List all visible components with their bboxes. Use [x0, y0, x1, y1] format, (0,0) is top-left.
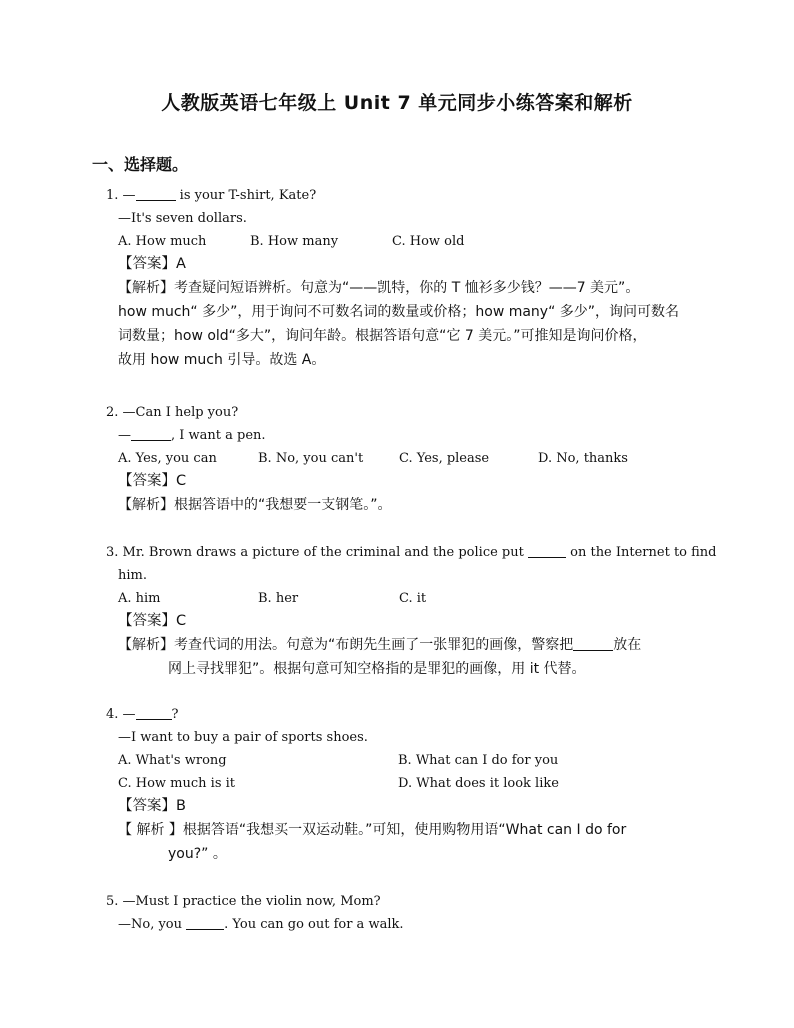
blank: [186, 915, 224, 930]
blank: [573, 636, 613, 651]
q1-option-b: B. How many: [250, 234, 339, 249]
blank: [136, 186, 176, 201]
q3-answer: 【答案】C: [118, 613, 187, 629]
q4-option-d: D. What does it look like: [398, 776, 559, 791]
page-title: 人教版英语七年级上 Unit 7 单元同步小练答案和解析: [161, 92, 633, 114]
q2-explanation: 【解析】根据答语中的“我想要一支钢笔。”。: [118, 497, 392, 513]
q5-stem: 5. —Must I practice the violin now, Mom?: [106, 894, 381, 909]
q4-option-c: C. How much is it: [118, 776, 235, 791]
q3-option-b: B. her: [258, 591, 299, 606]
q5-response: —No, you . You can go out for a walk.: [118, 917, 404, 932]
section-heading: 一、选择题。: [92, 155, 189, 174]
blank: [528, 543, 566, 558]
q1-option-a: A. How much: [118, 234, 207, 249]
q2-response: — , I want a pen.: [118, 428, 266, 443]
q3-option-c: C. it: [399, 591, 427, 606]
blank: [136, 705, 172, 720]
q4-option-a: A. What's wrong: [118, 753, 227, 768]
q2-option-b: B. No, you can't: [258, 451, 364, 466]
q2-answer: 【答案】C: [118, 473, 187, 489]
question-3: [106, 541, 717, 681]
q1-response: —It's seven dollars.: [118, 211, 247, 226]
q1-option-c: C. How old: [392, 234, 465, 249]
q1-explanation: 【解析】考查疑问短语辨析。句意为“——凯特，你的 T 恤衫多少钱？——7 美元”。 how much“ 多少”，用于询问不可数名词的数量或价格；how many“ 多少”，询问可数名 词数量；how old“多大”，询问年龄。根据答语句意“它 7 美元。”可推知是询问价格， 故用 how much 引导。故选 A。: [118, 280, 680, 368]
q1-answer: 【答案】A: [118, 256, 186, 272]
q2-option-d: D. No, thanks: [538, 451, 628, 466]
blank: [131, 426, 171, 441]
question-1: [106, 184, 706, 372]
q2-option-a: A. Yes, you can: [118, 451, 217, 466]
q4-stem: 4. — ?: [106, 707, 179, 722]
q3-explanation: 【解析】考查代词的用法。句意为“布朗先生画了一张罪犯的画像，警察把 放在 网上寻找罪犯”。根据句意可知空格指的是罪犯的画像，用 it 代替。: [118, 637, 642, 677]
q2-option-c: C. Yes, please: [399, 451, 490, 466]
question-4: [106, 703, 706, 866]
question-2: [106, 401, 706, 517]
q4-option-b: B. What can I do for you: [398, 753, 559, 768]
q3-stem: 3. Mr. Brown draws a picture of the criminal and the police put on the Internet to find: [106, 545, 717, 560]
q1-stem: 1. — is your T-shirt, Kate?: [106, 188, 317, 203]
q3-stem-cont: him.: [118, 568, 147, 583]
q2-stem: 2. —Can I help you?: [106, 405, 239, 420]
q4-explanation: 【 解析 】根据答语“我想买一双运动鞋。”可知，使用购物用语“What can I do for you?” 。: [118, 822, 627, 862]
q3-option-a: A. him: [118, 591, 161, 606]
q4-answer: 【答案】B: [118, 798, 186, 814]
question-5: [106, 890, 706, 936]
q4-response: —I want to buy a pair of sports shoes.: [118, 730, 368, 745]
